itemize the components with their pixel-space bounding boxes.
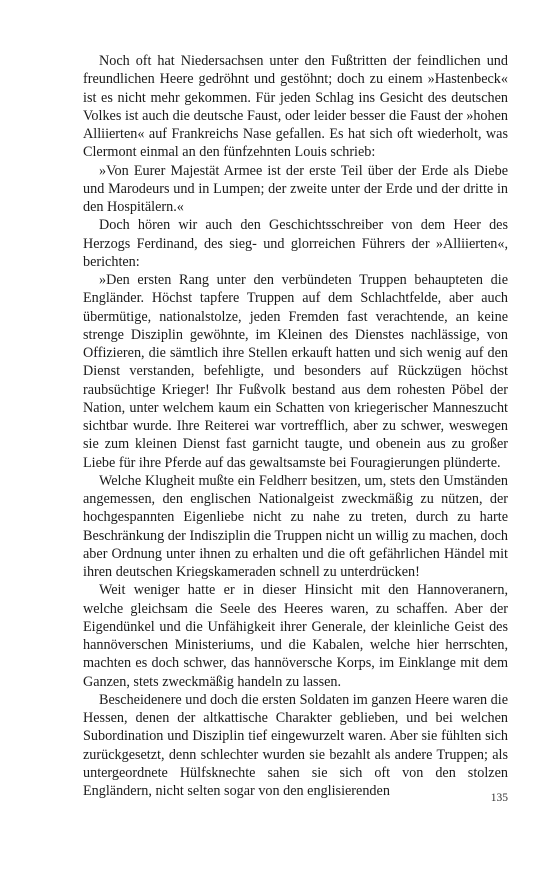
paragraph-2: »Von Eurer Majestät Armee ist der erste Teil über der Erde als Diebe und Marodeurs und in Lumpen; der zweite unter der Erde und der dritte in den Hospitälern.«: [83, 162, 508, 215]
paragraph-4: »Den ersten Rang unter den verbündeten Truppen behaupteten die Engländer. Höchst tapfere Truppen auf dem Schlachtfelde, aber auch übermütige, nationalstolze, jeden Fremden fast verachtende, an keine strenge Disziplin gewöhnte, im Kleinen des Dienstes nachlässige, von Offizieren, die sämtlich ihre Stellen erkauft hatten und sich wenig auf den Dienst verstanden, befehligte, und besonders auf Rückzügen höchst raubsüchtige Krieger! Ihr Fußvolk bestand aus dem rohesten Pöbel der Nation, unter welchem kaum ein Schatten von kriegerischer Manneszucht sichtbar wurde. Ihre Reiterei war vortrefflich, aber zu schwer, weswegen sie zum kleinen Dienst fast garnicht taugte, und obenein aus zu großer Liebe für ihre Pferde auf das gewaltsamste bei Fouragierungen plünderte.: [83, 272, 508, 471]
paragraph-6: Weit weniger hatte er in dieser Hinsicht mit den Hannoveranern, welche gleichsam die Seele des Heeres waren, zu schaffen. Aber der Eigendünkel und die Unfähigkeit ihrer Generale, der kleinliche Geist des hannöverschen Ministeriums, und die Kabalen, welche hier herrschten, machten es doch schwer, das hannöversche Korps, im Einklange mit dem Ganzen, stets zweckmäßig handeln zu lassen.: [83, 582, 508, 690]
paragraph-3: Doch hören wir auch den Geschichtsschreiber von dem Heer des Herzogs Ferdinand, des sieg- und glorreichen Führers der »Alliierten«, berichten:: [83, 217, 508, 270]
paragraph-7: Bescheidenere und doch die ersten Soldaten im ganzen Heere waren die Hessen, denen der altkattische Charakter geblieben, und bei welchen Subordination und Disziplin tief eingewurzelt waren. Aber sie fühlten sich zurückgesetzt, denn schlechter wurden sie bezahlt als andere Truppen; als untergeordnete Hülfsknechte sahen sie sich oft von den stolzen Engländern, nicht selten sogar von den englisierenden: [83, 691, 508, 799]
page-body: [83, 52, 508, 800]
paragraph-1: Noch oft hat Niedersachsen unter den Fußtritten der feindlichen und freundlichen Heere gedröhnt und gestöhnt; doch zu einem »Hastenbeck« ist es nicht mehr gekommen. Für jeden Schlag ins Gesicht des deutschen Volkes ist auch die deutsche Faust, oder leider besser die Faust der »hohen Alliierten« auf Frankreichs Nase gefallen. Es hat sich oft wiederholt, was Clermont einmal an den fünfzehnten Louis schrieb:: [83, 53, 508, 161]
paragraph-5: Welche Klugheit mußte ein Feldherr besitzen, um, stets den Umständen angemessen, den englischen Nationalgeist zweckmäßig zu nützen, der hochgespannten Eigenliebe nicht zu nahe zu treten, durch zu harte Beschränkung der Indisziplin die Truppen nicht un willig zu machen, doch aber Ordnung unter ihnen zu erhalten und die oft gefährlichen Händel mit ihren deutschen Kriegskameraden schnell zu unterdrücken!: [83, 472, 508, 580]
page-number: 135: [490, 792, 508, 804]
